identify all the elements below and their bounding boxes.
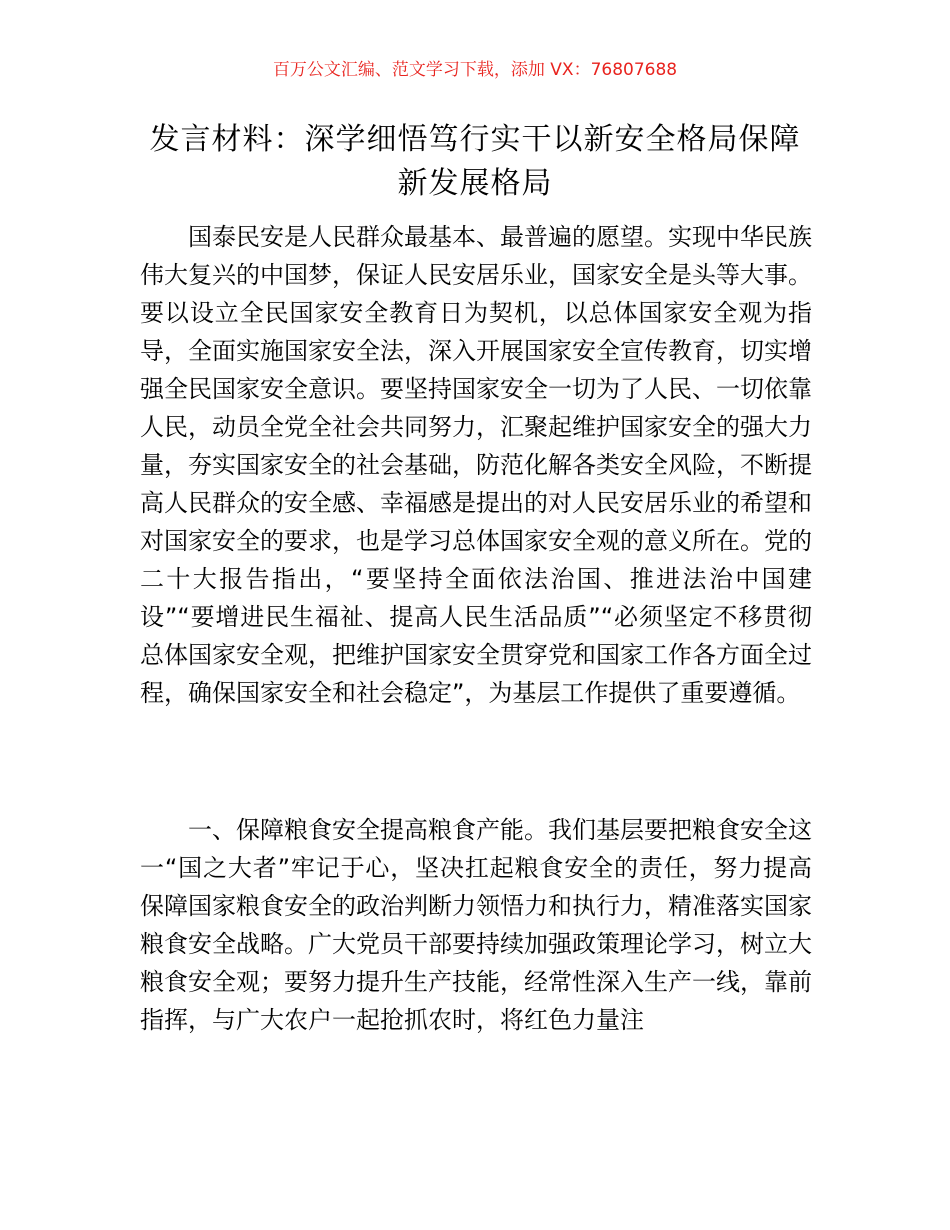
document-title: 发言材料：深学细悟笃行实干以新安全格局保障新发展格局: [149, 122, 801, 201]
header-watermark-note: 百万公文汇编、范文学习下载，添加 VX：76807688: [272, 60, 678, 80]
body-paragraph: 国泰民安是人民群众最基本、最普遍的愿望。实现中华民族伟大复兴的中国梦，保证人民安居乐业，国家安全是头等大事。要以设立全民国家安全教育日为契机，以总体国家安全观为指导，全面实施国家安全法，深入开展国家安全宣传教育，切实增强全民国家安全意识。要坚持国家安全一切为了人民、一切依靠人民，动员全党全社会共同努力，汇聚起维护国家安全的强大力量，夯实国家安全的社会基础，防范化解各类安全风险，不断提高人民群众的安全感、幸福感是提出的对人民安居乐业的希望和对国家安全的要求，也是学习总体国家安全观的意义所在。党的二十大报告指出，“要坚持全面依法治国、推进法治中国建设”“要增进民生福祉、提高人民生活品质”“必须坚定不移贯彻总体国家安全观，把维护国家安全贯穿党和国家工作各方面全过程，确保国家安全和社会稳定”，为基层工作提供了重要遵循。: [140, 223, 812, 707]
body-paragraph: 一、保障粮食安全提高粮食产能。我们基层要把粮食安全这一“国之大者”牢记于心，坚决扛起粮食安全的责任，努力提高保障国家粮食安全的政治判断力领悟力和执行力，精准落实国家粮食安全战略。广大党员干部要持续加强政策理论学习，树立大粮食安全观；要努力提升生产技能，经常性深入生产一线，靠前指挥，与广大农户一起抢抓农时，将红色力量注: [140, 816, 812, 1034]
